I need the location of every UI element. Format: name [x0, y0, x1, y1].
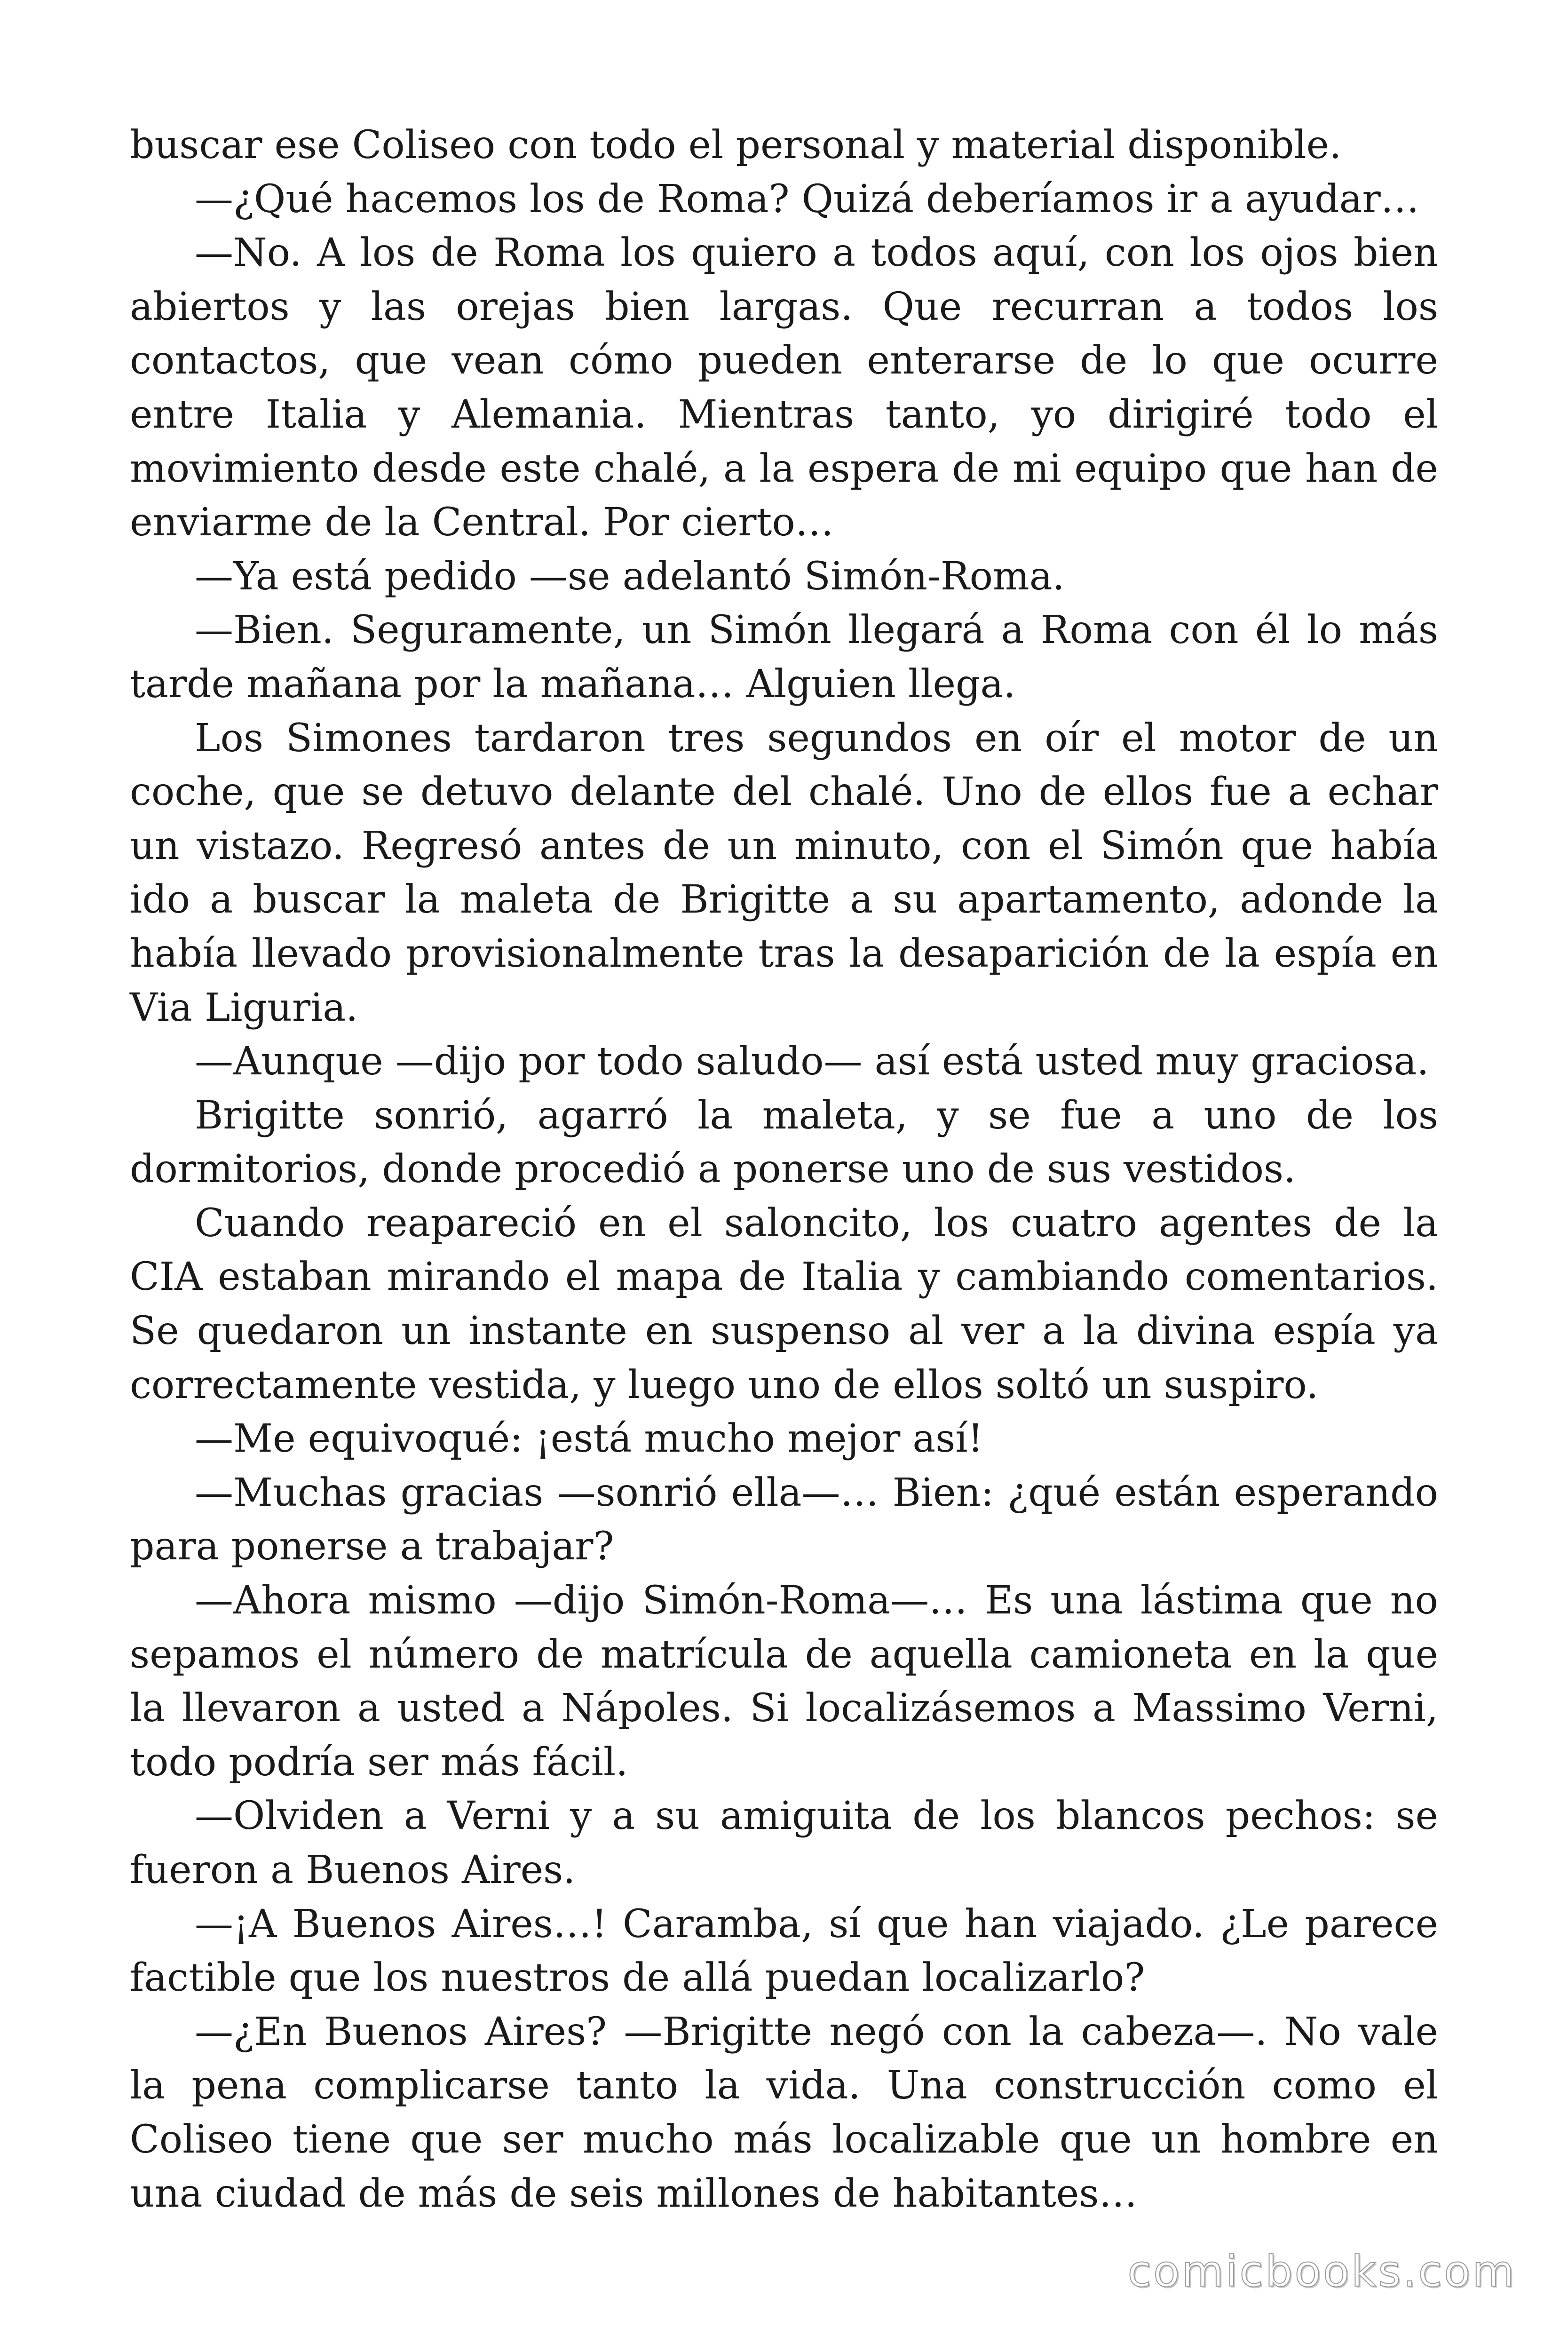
paragraph-1: buscar ese Coliseo con todo el personal y material disponible. [130, 123, 1342, 167]
paragraph-10: —Me equivoqué: ¡está mucho mejor así! [195, 1416, 983, 1462]
paragraph-12: —Ahora mismo —dijo Simón-Roma—… Es una lástima que no sepamos el número de matrícula de aquella camioneta en la que la llevaron a usted a Nápoles. Si localizásemos a Massimo Verni, todo podría ser más fácil. [130, 1578, 1438, 1785]
paragraph-4: —Ya está pedido —se adelantó Simón-Roma. [195, 554, 1065, 599]
paragraph-15: —¿En Buenos Aires? —Brigitte negó con la cabeza—. No vale la pena complicarse tanto la vida. Una construcción como el Coliseo tiene que ser mucho más localizable que un hombre en una ciudad de más de seis millones de habitantes… [130, 2009, 1438, 2216]
paragraph-3: —No. A los de Roma los quiero a todos aquí, con los ojos bien abiertos y las orejas bien largas. Que recurran a todos los contactos, que vean cómo pueden enterarse de lo que ocurre entre Italia y Alemania. Mientras tanto, yo dirigiré todo el movimiento desde este chalé, a la espera de mi equipo que han de enviarme de la Central. Por cierto… [130, 230, 1438, 545]
paragraph-2: —¿Qué hacemos los de Roma? Quizá deberíamos ir a ayudar… [195, 176, 1419, 222]
watermark: comicbooks.com [1127, 2246, 1516, 2296]
paragraph-5: —Bien. Seguramente, un Simón llegará a Roma con él lo más tarde mañana por la mañana… Alguien llega. [130, 608, 1438, 707]
paragraph-14: —¡A Buenos Aires…! Caramba, sí que han viajado. ¿Le parece factible que los nuestros de allá puedan localizarlo? [130, 1901, 1438, 2001]
paragraph-7: —Aunque —dijo por todo saludo— así está usted muy graciosa. [195, 1039, 1429, 1084]
paragraph-13: —Olviden a Verni y a su amiguita de los blancos pechos: se fueron a Buenos Aires. [130, 1794, 1438, 1892]
page-body-text [130, 119, 1438, 2221]
paragraph-9: Cuando reapareció en el saloncito, los cuatro agentes de la CIA estaban mirando el mapa de Italia y cambiando comentarios. Se quedaron un instante en suspenso al ver a la divina espía ya correctamente vestida, y luego uno de ellos soltó un suspiro. [130, 1200, 1438, 1407]
paragraph-8: Brigitte sonrió, agarró la maleta, y se fue a uno de los dormitorios, donde procedió a ponerse uno de sus vestidos. [130, 1093, 1438, 1192]
paragraph-6: Los Simones tardaron tres segundos en oír el motor de un coche, que se detuvo delante del chalé. Uno de ellos fue a echar un vistazo. Regresó antes de un minuto, con el Simón que había ido a buscar la maleta de Brigitte a su apartamento, adonde la había llevado provisionalmente tras la desaparición de la espía en Via Liguria. [130, 715, 1438, 1030]
paragraph-11: —Muchas gracias —sonrió ella—… Bien: ¿qué están esperando para ponerse a trabajar? [130, 1470, 1438, 1569]
